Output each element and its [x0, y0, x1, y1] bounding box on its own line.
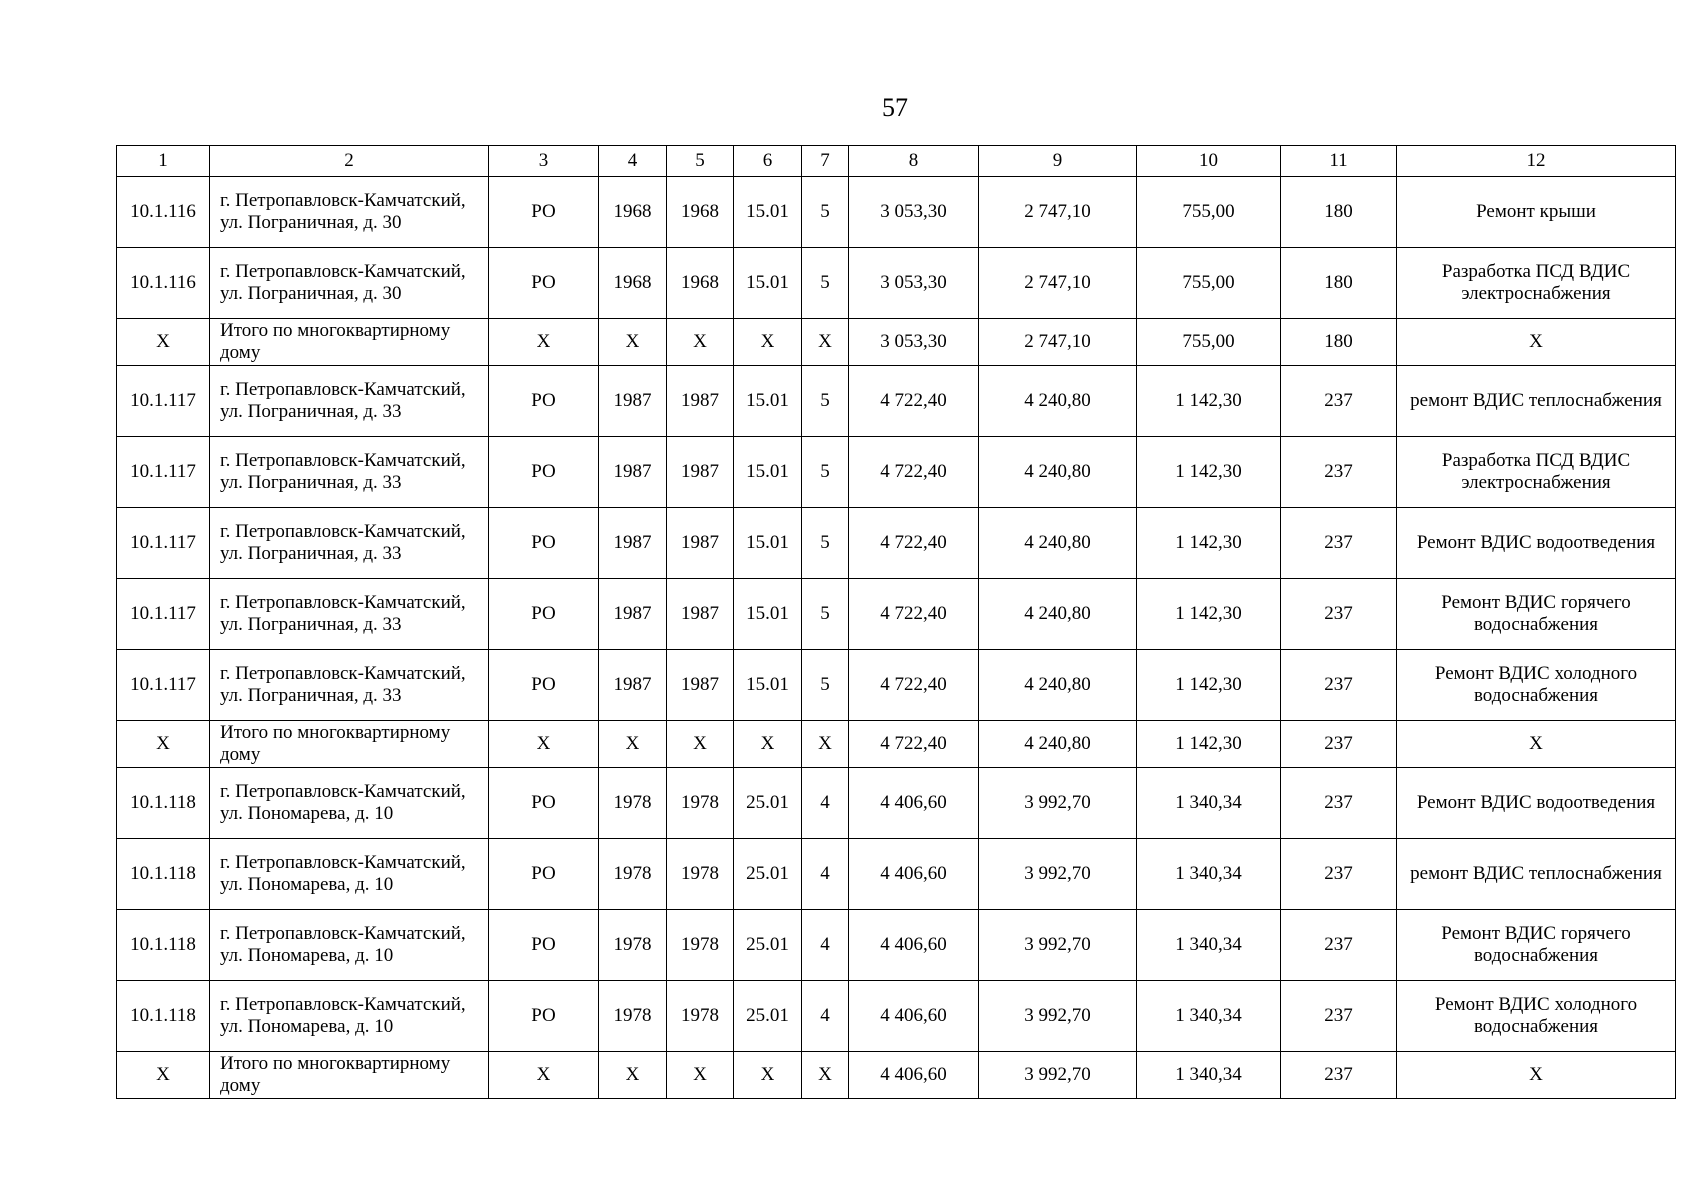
floors-cell: 4: [802, 839, 849, 910]
total-area-cell: 4 406,60: [849, 768, 979, 839]
non-living-area-cell: 755,00: [1137, 177, 1281, 248]
non-living-area-cell: 755,00: [1137, 319, 1281, 366]
residents-cell: 237: [1281, 579, 1397, 650]
residents-cell: 237: [1281, 910, 1397, 981]
column-number: 11: [1281, 146, 1397, 177]
non-living-area-cell: 1 340,34: [1137, 1052, 1281, 1099]
total-area-cell: 4 722,40: [849, 508, 979, 579]
owner-type-cell: РО: [489, 579, 599, 650]
year-commissioned-cell: Х: [667, 1052, 734, 1099]
work-type-cell: ремонт ВДИС теплоснабжения: [1397, 366, 1676, 437]
year-commissioned-cell: 1987: [667, 579, 734, 650]
code-cell: 15.01: [734, 437, 802, 508]
row-id: 10.1.116: [117, 177, 210, 248]
living-area-cell: 3 992,70: [979, 839, 1137, 910]
living-area-cell: 3 992,70: [979, 910, 1137, 981]
address-cell: г. Петропавловск-Камчатский, ул. Пограничная, д. 33: [210, 437, 489, 508]
column-number: 6: [734, 146, 802, 177]
residents-cell: 180: [1281, 177, 1397, 248]
living-area-cell: 3 992,70: [979, 1052, 1137, 1099]
column-number: 7: [802, 146, 849, 177]
floors-cell: 4: [802, 910, 849, 981]
year-commissioned-cell: Х: [667, 721, 734, 768]
code-cell: 15.01: [734, 508, 802, 579]
row-id: 10.1.116: [117, 248, 210, 319]
registry-table: [116, 145, 1676, 1099]
residents-cell: 237: [1281, 981, 1397, 1052]
address-cell: г. Петропавловск-Камчатский, ул. Пономарева, д. 10: [210, 981, 489, 1052]
year-built-cell: 1987: [599, 650, 667, 721]
work-type-cell: Разработка ПСД ВДИС электроснабжения: [1397, 437, 1676, 508]
address-cell: Итого по многоквартирному дому: [210, 1052, 489, 1099]
work-type-cell: ремонт ВДИС теплоснабжения: [1397, 839, 1676, 910]
year-built-cell: 1987: [599, 437, 667, 508]
row-id: 10.1.118: [117, 981, 210, 1052]
owner-type-cell: РО: [489, 177, 599, 248]
code-cell: 15.01: [734, 650, 802, 721]
residents-cell: 237: [1281, 721, 1397, 768]
column-number-row: [117, 146, 1676, 177]
year-built-cell: Х: [599, 1052, 667, 1099]
residents-cell: 237: [1281, 508, 1397, 579]
non-living-area-cell: 1 142,30: [1137, 579, 1281, 650]
work-type-cell: Ремонт крыши: [1397, 177, 1676, 248]
living-area-cell: 4 240,80: [979, 508, 1137, 579]
table-row: [117, 508, 1676, 579]
year-built-cell: 1978: [599, 910, 667, 981]
total-area-cell: 4 722,40: [849, 721, 979, 768]
floors-cell: 5: [802, 248, 849, 319]
floors-cell: Х: [802, 721, 849, 768]
non-living-area-cell: 1 142,30: [1137, 508, 1281, 579]
total-area-cell: 4 406,60: [849, 910, 979, 981]
year-commissioned-cell: 1987: [667, 366, 734, 437]
row-id: 10.1.118: [117, 768, 210, 839]
owner-type-cell: РО: [489, 366, 599, 437]
year-commissioned-cell: Х: [667, 319, 734, 366]
living-area-cell: 3 992,70: [979, 768, 1137, 839]
total-area-cell: 4 722,40: [849, 437, 979, 508]
year-built-cell: 1987: [599, 508, 667, 579]
address-cell: г. Петропавловск-Камчатский, ул. Пограничная, д. 30: [210, 177, 489, 248]
year-built-cell: 1968: [599, 177, 667, 248]
work-type-cell: Ремонт ВДИС холодного водоснабжения: [1397, 981, 1676, 1052]
year-built-cell: 1978: [599, 768, 667, 839]
floors-cell: 5: [802, 437, 849, 508]
code-cell: Х: [734, 721, 802, 768]
row-id: 10.1.117: [117, 579, 210, 650]
living-area-cell: 2 747,10: [979, 319, 1137, 366]
work-type-cell: Ремонт ВДИС водоотведения: [1397, 768, 1676, 839]
row-id: Х: [117, 1052, 210, 1099]
floors-cell: 4: [802, 768, 849, 839]
year-built-cell: Х: [599, 319, 667, 366]
column-number: 12: [1397, 146, 1676, 177]
address-cell: г. Петропавловск-Камчатский, ул. Пограничная, д. 33: [210, 650, 489, 721]
residents-cell: 237: [1281, 650, 1397, 721]
code-cell: 25.01: [734, 910, 802, 981]
non-living-area-cell: 1 340,34: [1137, 910, 1281, 981]
row-id: Х: [117, 319, 210, 366]
floors-cell: Х: [802, 1052, 849, 1099]
address-cell: г. Петропавловск-Камчатский, ул. Пограничная, д. 33: [210, 366, 489, 437]
page-number: 57: [882, 93, 908, 122]
row-id: 10.1.117: [117, 366, 210, 437]
column-number: 8: [849, 146, 979, 177]
living-area-cell: 4 240,80: [979, 437, 1137, 508]
work-type-cell: Х: [1397, 721, 1676, 768]
address-cell: г. Петропавловск-Камчатский, ул. Пономарева, д. 10: [210, 768, 489, 839]
row-id: 10.1.117: [117, 437, 210, 508]
row-id: Х: [117, 721, 210, 768]
row-id: 10.1.117: [117, 508, 210, 579]
row-id: 10.1.117: [117, 650, 210, 721]
code-cell: Х: [734, 319, 802, 366]
address-cell: г. Петропавловск-Камчатский, ул. Пограничная, д. 33: [210, 579, 489, 650]
table-row: [117, 650, 1676, 721]
total-area-cell: 3 053,30: [849, 248, 979, 319]
year-commissioned-cell: 1978: [667, 768, 734, 839]
column-number: 10: [1137, 146, 1281, 177]
living-area-cell: 2 747,10: [979, 248, 1137, 319]
total-row: [117, 319, 1676, 366]
owner-type-cell: РО: [489, 981, 599, 1052]
living-area-cell: 3 992,70: [979, 981, 1137, 1052]
code-cell: 25.01: [734, 839, 802, 910]
address-cell: Итого по многоквартирному дому: [210, 721, 489, 768]
residents-cell: 237: [1281, 768, 1397, 839]
column-number: 9: [979, 146, 1137, 177]
owner-type-cell: РО: [489, 839, 599, 910]
owner-type-cell: РО: [489, 768, 599, 839]
address-cell: г. Петропавловск-Камчатский, ул. Пономарева, д. 10: [210, 910, 489, 981]
floors-cell: 5: [802, 579, 849, 650]
work-type-cell: Х: [1397, 1052, 1676, 1099]
owner-type-cell: РО: [489, 437, 599, 508]
code-cell: 15.01: [734, 177, 802, 248]
year-commissioned-cell: 1968: [667, 177, 734, 248]
address-cell: Итого по многоквартирному дому: [210, 319, 489, 366]
year-built-cell: Х: [599, 721, 667, 768]
address-cell: г. Петропавловск-Камчатский, ул. Пограничная, д. 33: [210, 508, 489, 579]
owner-type-cell: Х: [489, 319, 599, 366]
owner-type-cell: Х: [489, 721, 599, 768]
table-body: [117, 177, 1676, 1099]
row-id: 10.1.118: [117, 910, 210, 981]
table-row: [117, 910, 1676, 981]
work-type-cell: Ремонт ВДИС горячего водоснабжения: [1397, 910, 1676, 981]
column-number: 1: [117, 146, 210, 177]
work-type-cell: Ремонт ВДИС водоотведения: [1397, 508, 1676, 579]
year-commissioned-cell: 1968: [667, 248, 734, 319]
residents-cell: 237: [1281, 366, 1397, 437]
residents-cell: 237: [1281, 437, 1397, 508]
owner-type-cell: РО: [489, 650, 599, 721]
total-area-cell: 4 406,60: [849, 1052, 979, 1099]
total-area-cell: 4 722,40: [849, 650, 979, 721]
non-living-area-cell: 1 142,30: [1137, 721, 1281, 768]
table-row: [117, 839, 1676, 910]
residents-cell: 180: [1281, 319, 1397, 366]
column-number: 4: [599, 146, 667, 177]
total-area-cell: 3 053,30: [849, 319, 979, 366]
floors-cell: 5: [802, 650, 849, 721]
total-row: [117, 1052, 1676, 1099]
code-cell: 15.01: [734, 579, 802, 650]
table-row: [117, 366, 1676, 437]
living-area-cell: 2 747,10: [979, 177, 1137, 248]
owner-type-cell: РО: [489, 248, 599, 319]
total-area-cell: 4 722,40: [849, 579, 979, 650]
year-built-cell: 1987: [599, 366, 667, 437]
living-area-cell: 4 240,80: [979, 579, 1137, 650]
total-area-cell: 4 406,60: [849, 839, 979, 910]
non-living-area-cell: 1 142,30: [1137, 366, 1281, 437]
residents-cell: 237: [1281, 1052, 1397, 1099]
year-commissioned-cell: 1987: [667, 650, 734, 721]
table-row: [117, 981, 1676, 1052]
column-number: 5: [667, 146, 734, 177]
year-commissioned-cell: 1987: [667, 437, 734, 508]
address-cell: г. Петропавловск-Камчатский, ул. Пограничная, д. 30: [210, 248, 489, 319]
work-type-cell: Разработка ПСД ВДИС электроснабжения: [1397, 248, 1676, 319]
living-area-cell: 4 240,80: [979, 650, 1137, 721]
non-living-area-cell: 1 142,30: [1137, 650, 1281, 721]
total-area-cell: 4 406,60: [849, 981, 979, 1052]
table-row: [117, 177, 1676, 248]
owner-type-cell: РО: [489, 910, 599, 981]
column-number: 3: [489, 146, 599, 177]
column-number: 2: [210, 146, 489, 177]
floors-cell: 5: [802, 366, 849, 437]
non-living-area-cell: 1 340,34: [1137, 981, 1281, 1052]
year-commissioned-cell: 1978: [667, 981, 734, 1052]
work-type-cell: Ремонт ВДИС горячего водоснабжения: [1397, 579, 1676, 650]
table-row: [117, 248, 1676, 319]
living-area-cell: 4 240,80: [979, 721, 1137, 768]
table-row: [117, 437, 1676, 508]
non-living-area-cell: 1 142,30: [1137, 437, 1281, 508]
year-built-cell: 1968: [599, 248, 667, 319]
floors-cell: 5: [802, 177, 849, 248]
living-area-cell: 4 240,80: [979, 366, 1137, 437]
total-row: [117, 721, 1676, 768]
year-commissioned-cell: 1978: [667, 839, 734, 910]
year-built-cell: 1987: [599, 579, 667, 650]
code-cell: 15.01: [734, 248, 802, 319]
non-living-area-cell: 755,00: [1137, 248, 1281, 319]
owner-type-cell: Х: [489, 1052, 599, 1099]
code-cell: 25.01: [734, 981, 802, 1052]
residents-cell: 180: [1281, 248, 1397, 319]
floors-cell: 5: [802, 508, 849, 579]
code-cell: Х: [734, 1052, 802, 1099]
row-id: 10.1.118: [117, 839, 210, 910]
year-built-cell: 1978: [599, 839, 667, 910]
residents-cell: 237: [1281, 839, 1397, 910]
non-living-area-cell: 1 340,34: [1137, 768, 1281, 839]
code-cell: 15.01: [734, 366, 802, 437]
total-area-cell: 3 053,30: [849, 177, 979, 248]
year-commissioned-cell: 1987: [667, 508, 734, 579]
table-row: [117, 579, 1676, 650]
floors-cell: Х: [802, 319, 849, 366]
owner-type-cell: РО: [489, 508, 599, 579]
work-type-cell: Ремонт ВДИС холодного водоснабжения: [1397, 650, 1676, 721]
table-row: [117, 768, 1676, 839]
non-living-area-cell: 1 340,34: [1137, 839, 1281, 910]
address-cell: г. Петропавловск-Камчатский, ул. Пономарева, д. 10: [210, 839, 489, 910]
code-cell: 25.01: [734, 768, 802, 839]
floors-cell: 4: [802, 981, 849, 1052]
work-type-cell: Х: [1397, 319, 1676, 366]
total-area-cell: 4 722,40: [849, 366, 979, 437]
year-commissioned-cell: 1978: [667, 910, 734, 981]
year-built-cell: 1978: [599, 981, 667, 1052]
